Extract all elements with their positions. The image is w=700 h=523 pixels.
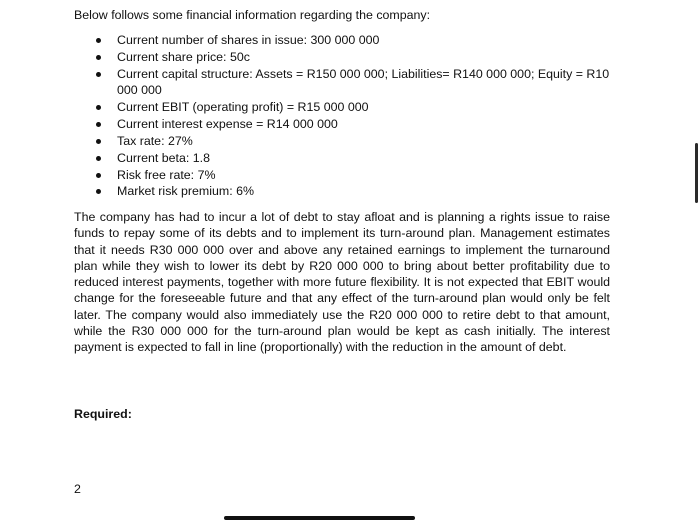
scenario-paragraph: The company has had to incur a lot of debt to stay afloat and is planning a rights issue to raise funds to repay some of its debts and to implement its turn-around plan. Management estimates that it needs R30 000 000 over and above any retained earnings to implement the turnaround plan while they wish to lower its debt by R20 000 000 to bring about better profitability due to reduced interest payments, together with more future flexibility. It is not expected that EBIT would change for the foreseeable future and that any effect of the turn-around plan would only be felt later. The company would also immediately use the R20 000 000 to retire debt to that amount, while the R30 000 000 for the turn-around plan would be kept as cash initially. The interest payment is expected to fall in line (proportionally) with the reduction in the amount of debt. — [74, 210, 610, 355]
scroll-indicator[interactable] — [695, 143, 698, 203]
list-item: Current interest expense = R14 000 000 — [74, 116, 614, 132]
home-indicator[interactable] — [224, 516, 415, 520]
list-item: Current number of shares in issue: 300 000 000 — [74, 32, 614, 48]
financial-info-list — [74, 32, 614, 200]
required-heading: Required: — [74, 407, 132, 421]
list-item: Market risk premium: 6% — [74, 183, 614, 199]
list-item: Current capital structure: Assets = R150 000 000; Liabilities= R140 000 000; Equity = R10 000 000 — [74, 66, 614, 99]
page-number: 2 — [74, 482, 81, 496]
list-item: Current beta: 1.8 — [74, 150, 614, 166]
list-item: Current share price: 50c — [74, 49, 614, 65]
intro-text: Below follows some financial information regarding the company: — [74, 8, 431, 22]
list-item: Current EBIT (operating profit) = R15 000 000 — [74, 99, 614, 115]
list-item: Risk free rate: 7% — [74, 167, 614, 183]
list-item: Tax rate: 27% — [74, 133, 614, 149]
